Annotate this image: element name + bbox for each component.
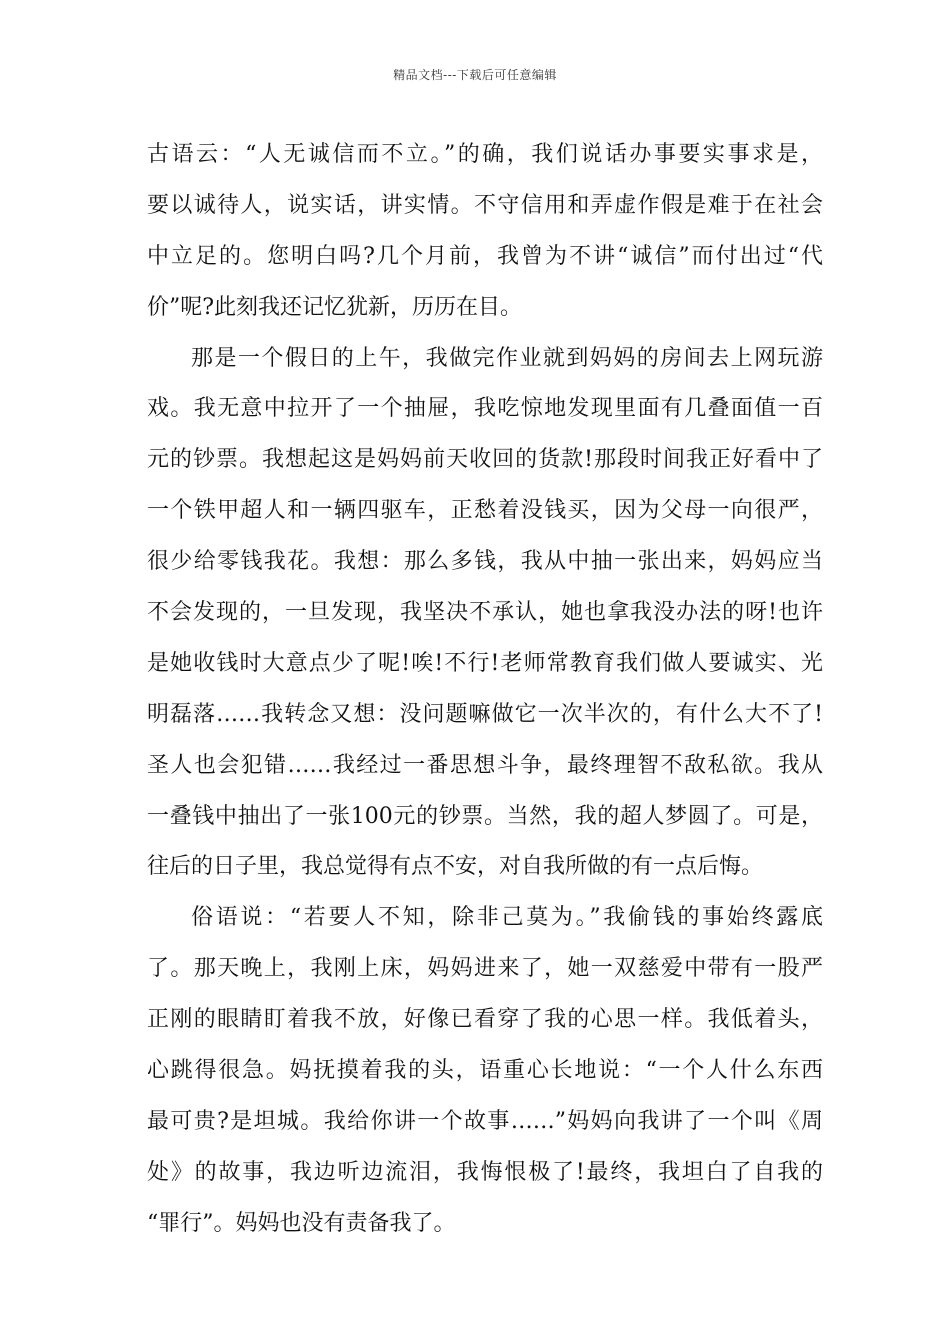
text-line: 元的钞票。我想起这是妈妈前天收回的货款!那段时间我正好看中了 — [147, 447, 823, 473]
text-line: 一叠钱中抽出了一张100元的钞票。当然，我的超人梦圆了。可是， — [147, 803, 823, 829]
text-line: 价”呢?此刻我还记忆犹新，历历在目。 — [147, 294, 523, 320]
text-line: 一个铁甲超人和一辆四驱车，正愁着没钱买，因为父母一向很严， — [147, 498, 823, 524]
text-line: 了。那天晚上，我刚上床，妈妈进来了，她一双慈爱中带有一股严 — [147, 956, 823, 982]
text-line: 不会发现的，一旦发现，我坚决不承认，她也拿我没办法的呀!也许 — [147, 600, 823, 626]
text-line: 最可贵?是坦城。我给你讲一个故事……”妈妈向我讲了一个叫《周 — [147, 1108, 823, 1134]
text-line: 俗语说：“若要人不知，除非己莫为。”我偷钱的事始终露底 — [191, 905, 823, 931]
text-line: 正刚的眼睛盯着我不放，好像已看穿了我的心思一样。我低着头， — [147, 1007, 823, 1033]
text-line: 圣人也会犯错……我经过一番思想斗争，最终理智不敌私欲。我从 — [147, 752, 823, 778]
text-line: 是她收钱时大意点少了呢!唉!不行!老师常教育我们做人要诚实、光 — [147, 650, 823, 676]
body-text — [147, 130, 823, 1250]
text-line: 要以诚待人，说实话，讲实情。不守信用和弄虚作假是难于在社会 — [147, 192, 823, 218]
text-line: 处》的故事，我边听边流泪，我悔恨极了!最终，我坦白了自我的 — [147, 1159, 823, 1185]
text-line: 戏。我无意中拉开了一个抽屉，我吃惊地发现里面有几叠面值一百 — [147, 396, 823, 422]
text-line: 很少给零钱我花。我想：那么多钱，我从中抽一张出来，妈妈应当 — [147, 549, 823, 575]
text-line: 明磊落……我转念又想：没问题嘛做它一次半次的，有什么大不了! — [147, 701, 823, 727]
text-line: 那是一个假日的上午，我做完作业就到妈妈的房间去上网玩游 — [191, 345, 823, 371]
text-line: 往后的日子里，我总觉得有点不安，对自我所做的有一点后悔。 — [147, 854, 764, 880]
text-line: 古语云：“人无诚信而不立。”的确，我们说话办事要实事求是， — [147, 142, 823, 167]
text-line: 中立足的。您明白吗?几个月前，我曾为不讲“诚信”而付出过“代 — [147, 243, 823, 269]
text-line: “罪行”。妈妈也没有责备我了。 — [147, 1210, 456, 1236]
text-line: 心跳得很急。妈抚摸着我的头，语重心长地说：“一个人什么东西 — [147, 1058, 823, 1084]
page-header: 精品文档---下载后可任意编辑 — [393, 68, 557, 82]
